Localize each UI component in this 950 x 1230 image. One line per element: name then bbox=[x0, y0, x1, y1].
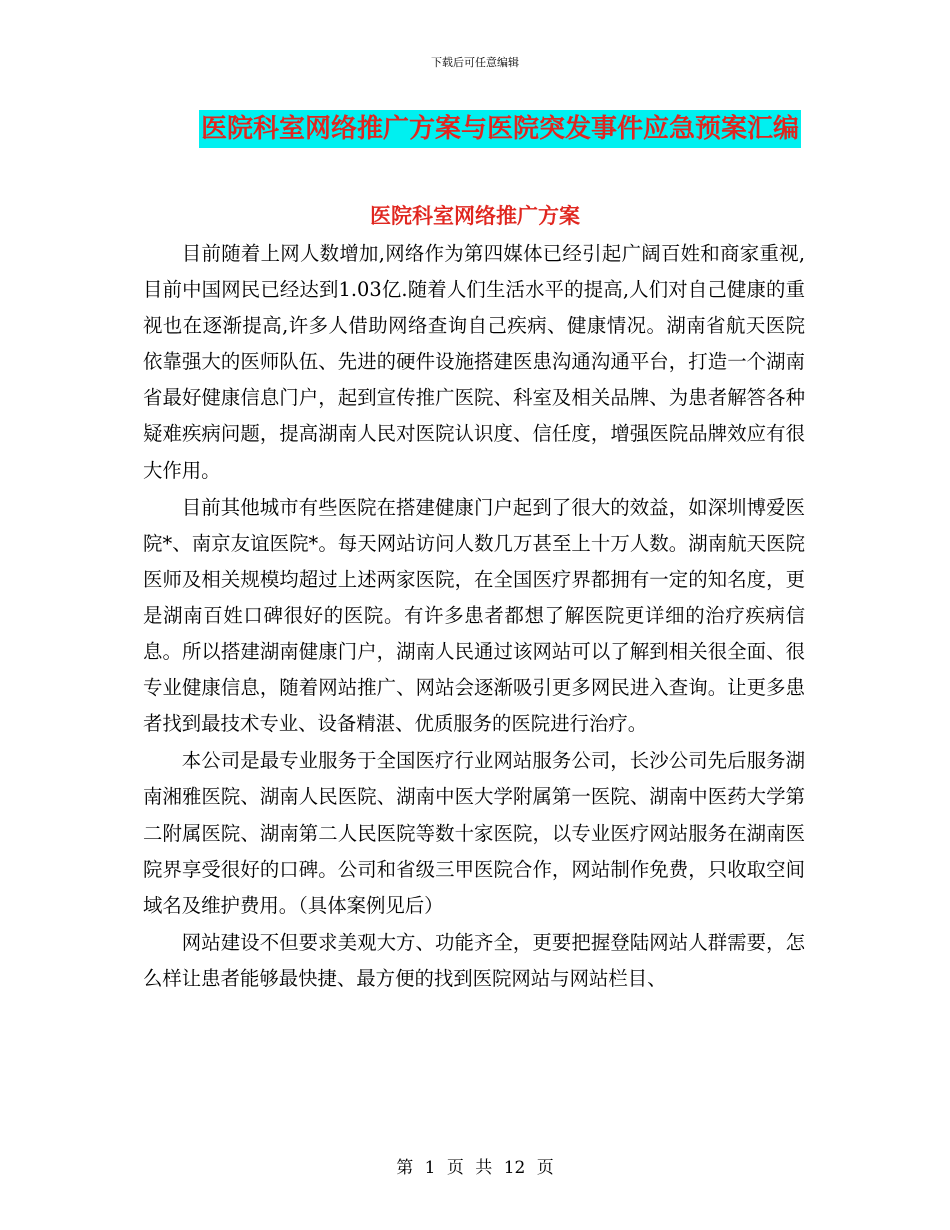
page-header-note: 下载后可任意编辑 bbox=[431, 56, 519, 69]
section-title: 医院科室网络推广方案 bbox=[370, 203, 580, 228]
document-body bbox=[143, 236, 805, 998]
main-title-container bbox=[0, 110, 950, 148]
paragraph-3: 本公司是最专业服务于全国医疗行业网站服务公司，长沙公司先后服务湖南湘雅医院、湖南人民医院、湖南中医大学附属第一医院、湖南中医药大学第二附属医院、湖南第二人民医院等数十家医院，以专业医疗网站服务在湖南医院界享受很好的口碑。公司和省级三甲医院合作，网站制作免费，只收取空间域名及维护费用。（具体案例见后） bbox=[143, 749, 805, 917]
paragraph-2: 目前其他城市有些医院在搭建健康门户起到了很大的效益，如深圳博爱医院*、南京友谊医院*。每天网站访问人数几万甚至上十万人数。湖南航天医院医师及相关规模均超过上述两家医院，在全国医疗界都拥有一定的知名度，更是湖南百姓口碑很好的医院。有许多患者都想了解医院更详细的治疗疾病信息。所以搭建湖南健康门户，湖南人民通过该网站可以了解到相关很全面、很专业健康信息，随着网站推广、网站会逐渐吸引更多网民进入查询。让更多患者找到最技术专业、设备精湛、优质服务的医院进行治疗。 bbox=[143, 495, 805, 736]
paragraph-4: 网站建设不但要求美观大方、功能齐全，更要把握登陆网站人群需要，怎么样让患者能够最快捷、最方便的找到医院网站与网站栏目、 bbox=[143, 930, 805, 990]
main-title: 医院科室网络推广方案与医院突发事件应急预案汇编 bbox=[199, 110, 801, 148]
paragraph-1: 目前随着上网人数增加,网络作为第四媒体已经引起广阔百姓和商家重视,目前中国网民已经达到1.03亿.随着人们生活水平的提高,人们对自己健康的重视也在逐渐提高,许多人借助网络查询自己疾病、健康情况。湖南省航天医院依靠强大的医师队伍、先进的硬件设施搭建医患沟通沟通平台，打造一个湖南省最好健康信息门户，起到宣传推广医院、科室及相关品牌、为患者解答各种疑难疾病问题，提高湖南人民对医院认识度、信任度，增强医院品牌效应有很大作用。 bbox=[143, 242, 805, 482]
page-footer: 第 1 页 共 12 页 bbox=[396, 1158, 554, 1178]
